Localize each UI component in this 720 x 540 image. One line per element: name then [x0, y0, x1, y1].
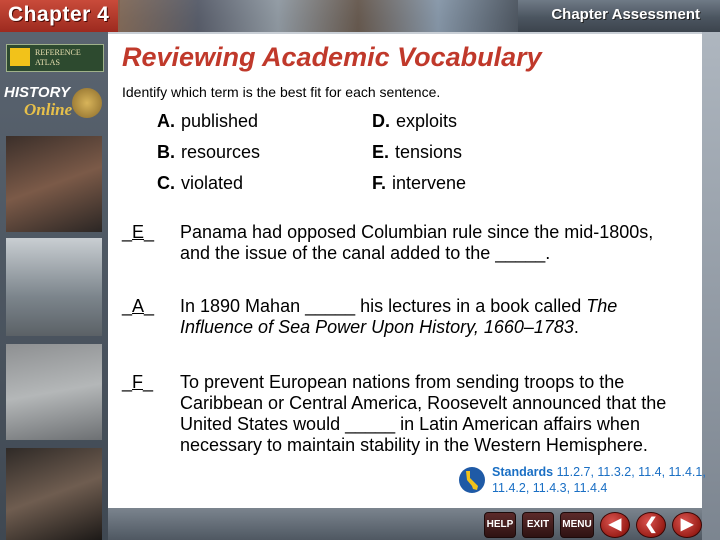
left-sidebar: [0, 32, 108, 540]
arrow-left-icon: ❮: [644, 516, 658, 533]
answer-letter: F: [132, 372, 144, 392]
history-online-button[interactable]: [2, 82, 106, 126]
chapter-tab: [0, 0, 120, 32]
exit-button[interactable]: EXIT: [522, 512, 554, 538]
reference-atlas-button[interactable]: [6, 44, 104, 72]
history-online-logo-icon: [72, 88, 102, 118]
instruction-text: Identify which term is the best fit for each sentence.: [122, 84, 441, 100]
standards-text: Standards 11.2.7, 11.3.2, 11.4, 11.4.1, 11.4.2, 11.4.3, 11.4.4: [492, 465, 706, 495]
term-letter: E.: [372, 142, 390, 162]
term-f: [372, 173, 466, 194]
term-c: [157, 173, 243, 194]
term-word: intervene: [392, 173, 467, 193]
term-word: exploits: [396, 111, 458, 131]
section-label: Chapter Assessment: [551, 6, 700, 23]
term-letter: D.: [372, 111, 390, 131]
sidebar-photo-memorial: [6, 344, 102, 440]
arrow-left-icon: ◀: [608, 516, 622, 533]
national-geographic-icon: [10, 48, 30, 66]
question-3-text: To prevent European nations from sending troops to the Caribbean or Central America, Roosevelt announced that the United States would _____ in Latin American affairs when necessary to maintain stability in the Western Hemisphere.: [180, 372, 667, 455]
online-label: Online: [24, 100, 73, 119]
term-word: published: [181, 111, 259, 131]
answer-blank-2: _A_: [122, 296, 155, 316]
term-letter: B.: [157, 142, 175, 162]
chapter-label: Chapter 4: [8, 3, 110, 26]
previous-slide-button[interactable]: [600, 512, 630, 538]
top-bar: [0, 0, 720, 32]
question-2-text: In 1890 Mahan _____ his lectures in a book called The Influence of Sea Power Upon History, 1660–1783.: [180, 296, 618, 337]
term-e: [372, 142, 462, 163]
answer-letter: E: [132, 222, 145, 242]
header-photo-strip: [118, 0, 518, 32]
next-slide-button[interactable]: [672, 512, 702, 538]
help-button[interactable]: HELP: [484, 512, 516, 538]
term-letter: F.: [372, 173, 387, 193]
answer-letter: A: [132, 296, 145, 316]
sidebar-photo-monument: [6, 238, 102, 336]
menu-button[interactable]: MENU: [560, 512, 594, 538]
term-letter: C.: [157, 173, 175, 193]
california-state-icon: [458, 466, 486, 494]
term-word: resources: [181, 142, 261, 162]
sidebar-photo-portrait: [6, 136, 102, 232]
term-word: violated: [181, 173, 244, 193]
term-d: [372, 111, 457, 132]
term-word: tensions: [395, 142, 463, 162]
term-b: [157, 142, 260, 163]
answer-blank-1: _E_: [122, 222, 155, 242]
history-label: HISTORY: [4, 84, 71, 101]
atlas-label: REFERENCE ATLAS: [35, 48, 81, 67]
page-title: Reviewing Academic Vocabulary: [122, 42, 542, 72]
answer-blank-3: _F_: [122, 372, 154, 392]
term-letter: A.: [157, 111, 175, 131]
term-a: [157, 111, 258, 132]
question-1-text: Panama had opposed Columbian rule since the mid-1800s, and the issue of the canal added to the _____.: [180, 222, 654, 263]
sidebar-photo-portrait-2: [6, 448, 102, 540]
arrow-right-icon: ▶: [680, 516, 694, 533]
home-slide-button[interactable]: [636, 512, 666, 538]
